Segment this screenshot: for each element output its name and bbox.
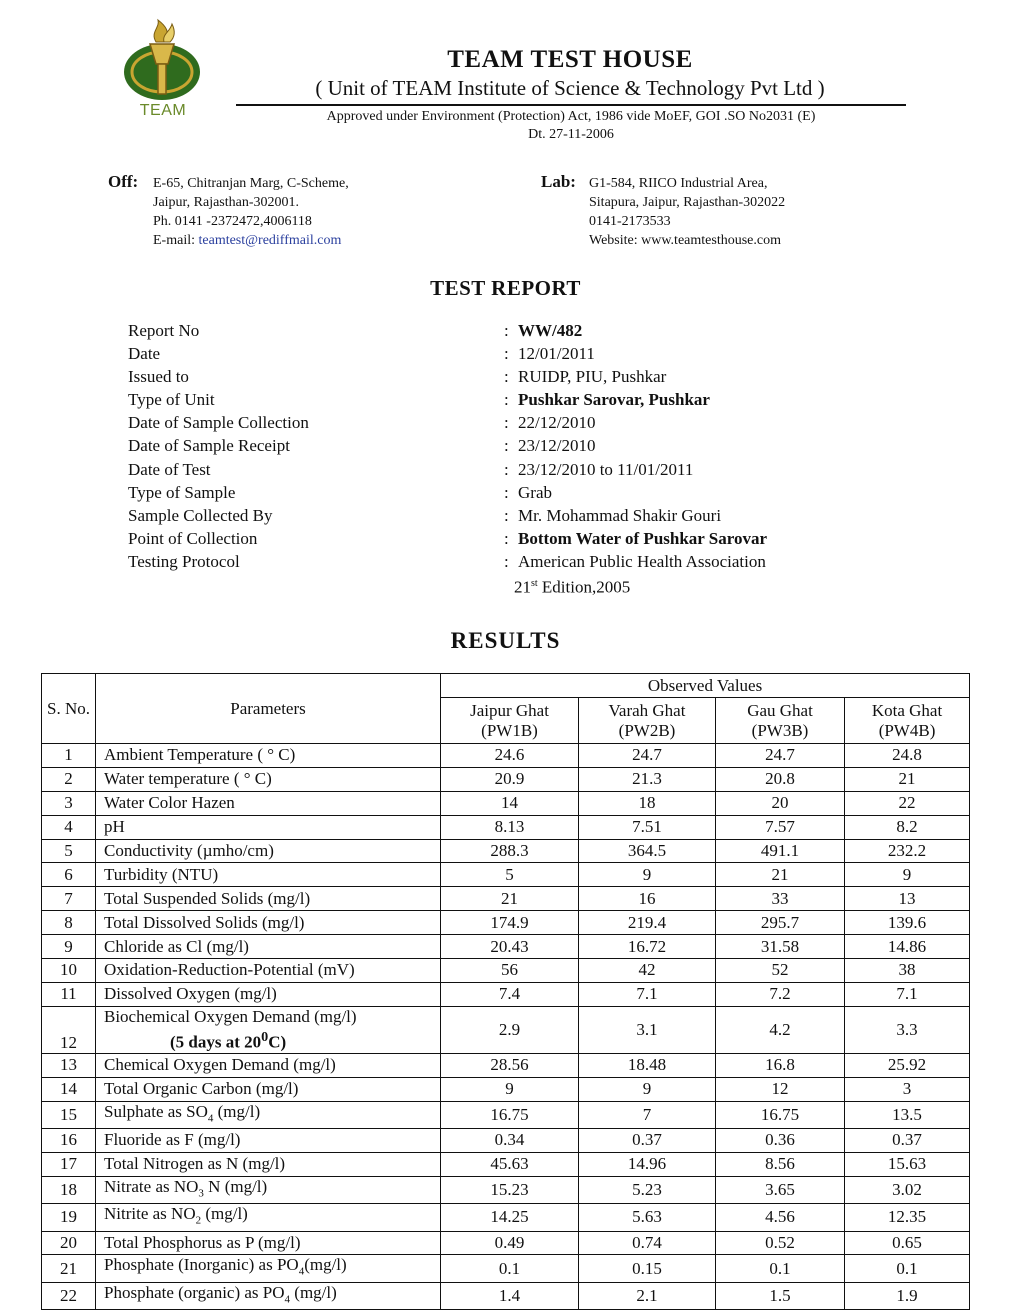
row-value: 174.9: [441, 911, 579, 935]
row-value: 288.3: [441, 839, 579, 863]
row-value: 21: [716, 863, 845, 887]
param-text: Phosphate (Inorganic) as PO: [104, 1255, 299, 1275]
row-value: 3.3: [845, 1006, 970, 1053]
office-email-row: [153, 231, 349, 250]
site-code: (PW3B): [751, 720, 809, 740]
row-sno: 6: [42, 863, 96, 887]
site-code: (PW2B): [618, 720, 676, 740]
table-row: [42, 982, 970, 1006]
row-value: 20: [716, 791, 845, 815]
row-value: 0.1: [441, 1255, 579, 1282]
row-value: 21: [845, 767, 970, 791]
table-row: [42, 1077, 970, 1101]
office-line-1: E-65, Chitranjan Marg, C-Scheme,: [153, 176, 349, 191]
table-row: [42, 863, 970, 887]
row-value: 16.8: [716, 1053, 845, 1077]
row-value: 14: [441, 791, 579, 815]
info-value: 23/12/2010: [518, 436, 596, 456]
row-value: 7.4: [441, 982, 579, 1006]
results-title: RESULTS: [450, 628, 561, 653]
row-value: 7.1: [845, 982, 970, 1006]
param-text: Biochemical Oxygen Demand (mg/l): [104, 1006, 357, 1026]
row-param: Chemical Oxygen Demand (mg/l): [96, 1053, 441, 1077]
row-value: 7.1: [579, 982, 716, 1006]
table-row: [42, 935, 970, 959]
table-row: [42, 1231, 970, 1255]
site-name: Jaipur Ghat: [470, 700, 549, 720]
row-value: 28.56: [441, 1053, 579, 1077]
row-value: 18: [579, 791, 716, 815]
site-name: Kota Ghat: [871, 700, 943, 720]
row-sno: 11: [42, 982, 96, 1006]
row-value: 9: [579, 1077, 716, 1101]
row-value: 24.7: [716, 744, 845, 768]
col-param-header: Parameters: [96, 674, 441, 744]
param-text-line2: [104, 1027, 436, 1053]
row-param: [96, 1176, 441, 1203]
row-value: 0.1: [845, 1255, 970, 1282]
row-value: 52: [716, 959, 845, 983]
row-value: 24.8: [845, 744, 970, 768]
param-subscript: 3: [198, 1187, 204, 1200]
row-value: 13: [845, 887, 970, 911]
row-sno: 17: [42, 1152, 96, 1176]
row-param: [96, 1204, 441, 1231]
info-label: Type of Unit: [128, 390, 215, 410]
param-line2-tail: C): [268, 1032, 287, 1052]
info-value: Pushkar Sarovar, Pushkar: [518, 390, 710, 410]
row-value: 219.4: [579, 911, 716, 935]
row-value: 14.96: [579, 1152, 716, 1176]
row-value: 21: [441, 887, 579, 911]
row-value: 14.86: [845, 935, 970, 959]
info-label: Issued to: [128, 367, 189, 387]
row-value: 38: [845, 959, 970, 983]
row-value: 3.1: [579, 1006, 716, 1053]
row-value: 13.5: [845, 1101, 970, 1128]
results-table-body: [42, 744, 970, 1310]
info-value: 12/01/2011: [518, 344, 595, 364]
row-value: 2.9: [441, 1006, 579, 1053]
row-value: 3.65: [716, 1176, 845, 1203]
org-subtitle: ( Unit of TEAM Institute of Science & Technology Pvt Ltd ): [315, 76, 825, 100]
row-param: pH: [96, 815, 441, 839]
row-value: 45.63: [441, 1152, 579, 1176]
info-value: Mr. Mohammad Shakir Gouri: [518, 505, 722, 525]
row-value: 0.49: [441, 1231, 579, 1255]
row-value: 232.2: [845, 839, 970, 863]
row-value: 139.6: [845, 911, 970, 935]
info-label: Date of Test: [128, 459, 211, 479]
table-row: [42, 791, 970, 815]
approval-line-1: Approved under Environment (Protection) Act, 1986 vide MoEF, GOI .SO No2031 (E): [326, 109, 816, 124]
info-value: 22/12/2010: [518, 413, 596, 433]
row-value: 7: [579, 1101, 716, 1128]
row-value: 12: [716, 1077, 845, 1101]
lab-phone: 0141-2173533: [589, 214, 671, 229]
row-value: 0.36: [716, 1128, 845, 1152]
param-line2-sup: 0: [261, 1028, 269, 1045]
info-value: 23/12/2010 to 11/01/2011: [518, 459, 694, 479]
row-value: 9: [579, 863, 716, 887]
office-label: Off:: [108, 172, 139, 191]
lab-website: Website: www.teamtesthouse.com: [589, 233, 781, 248]
row-sno: 1: [42, 744, 96, 768]
param-subscript: 4: [207, 1111, 214, 1124]
edition-number: 21: [514, 577, 531, 597]
row-param: Total Suspended Solids (mg/l): [96, 887, 441, 911]
param-text: Nitrate as NO: [104, 1176, 199, 1196]
table-row: [42, 959, 970, 983]
row-value: 16.72: [579, 935, 716, 959]
row-value: 5.23: [579, 1176, 716, 1203]
row-sno: 10: [42, 959, 96, 983]
row-value: 3.02: [845, 1176, 970, 1203]
table-row: [42, 815, 970, 839]
param-tail: (mg/l): [304, 1255, 347, 1275]
info-value: WW/482: [518, 321, 583, 340]
info-label: Sample Collected By: [128, 505, 273, 525]
row-value: 9: [845, 863, 970, 887]
param-text: Nitrite as NO: [104, 1204, 196, 1224]
row-sno: 20: [42, 1231, 96, 1255]
row-param: Conductivity (µmho/cm): [96, 839, 441, 863]
row-value: 14.25: [441, 1204, 579, 1231]
row-value: 42: [579, 959, 716, 983]
table-row: [42, 1255, 970, 1282]
row-param: Dissolved Oxygen (mg/l): [96, 982, 441, 1006]
row-value: 20.43: [441, 935, 579, 959]
row-value: 5.63: [579, 1204, 716, 1231]
row-param: Total Dissolved Solids (mg/l): [96, 911, 441, 935]
info-value: Grab: [518, 482, 552, 502]
table-row: [42, 1101, 970, 1128]
row-value: 1.5: [716, 1282, 845, 1309]
header-divider: [236, 104, 906, 106]
param-text: Sulphate as SO: [104, 1101, 208, 1121]
row-param: Total Phosphorus as P (mg/l): [96, 1231, 441, 1255]
edition-text: Edition,2005: [537, 577, 631, 597]
param-tail: (mg/l): [290, 1282, 337, 1302]
row-sno: 7: [42, 887, 96, 911]
col-observed-header: Observed Values: [441, 674, 970, 698]
table-row: [42, 1053, 970, 1077]
row-value: 7.57: [716, 815, 845, 839]
row-value: 9: [441, 1077, 579, 1101]
row-value: 0.65: [845, 1231, 970, 1255]
row-param: Total Organic Carbon (mg/l): [96, 1077, 441, 1101]
lab-label: Lab:: [541, 172, 576, 191]
info-label: Testing Protocol: [128, 551, 240, 571]
param-line2-text: (5 days at 20: [170, 1032, 262, 1052]
info-label: Report No: [128, 321, 200, 340]
row-value: 15.63: [845, 1152, 970, 1176]
row-param: Oxidation-Reduction-Potential (mV): [96, 959, 441, 983]
param-tail: (mg/l): [213, 1101, 261, 1121]
site-name: Varah Ghat: [608, 700, 686, 720]
row-param: Water Color Hazen: [96, 791, 441, 815]
row-param: [96, 1282, 441, 1309]
email-label: E-mail:: [153, 233, 195, 248]
row-value: 12.35: [845, 1204, 970, 1231]
report-title: TEST REPORT: [430, 276, 581, 300]
row-value: 24.7: [579, 744, 716, 768]
row-value: 8.13: [441, 815, 579, 839]
row-value: 364.5: [579, 839, 716, 863]
row-value: 31.58: [716, 935, 845, 959]
row-param: Turbidity (NTU): [96, 863, 441, 887]
row-value: 16.75: [716, 1101, 845, 1128]
row-value: 0.1: [716, 1255, 845, 1282]
site-header: [579, 698, 716, 744]
approval-note: [236, 108, 906, 144]
row-value: 8.2: [845, 815, 970, 839]
email-link[interactable]: teamtest@rediffmail.com: [198, 233, 342, 248]
row-value: 1.4: [441, 1282, 579, 1309]
table-row: [42, 1204, 970, 1231]
table-row: [42, 1176, 970, 1203]
row-value: 24.6: [441, 744, 579, 768]
row-sno: 12: [42, 1006, 96, 1053]
param-tail: (mg/l): [201, 1204, 248, 1224]
row-value: 2.1: [579, 1282, 716, 1309]
info-value: Bottom Water of Pushkar Sarovar: [518, 528, 768, 548]
org-name: TEAM TEST HOUSE: [447, 46, 693, 73]
table-row: [42, 1282, 970, 1309]
table-row: [42, 887, 970, 911]
table-header-row: [42, 674, 970, 698]
row-sno: 2: [42, 767, 96, 791]
row-sno: 16: [42, 1128, 96, 1152]
table-row: [42, 1128, 970, 1152]
office-phone: Ph. 0141 -2372472,4006118: [153, 214, 312, 229]
row-param: [96, 1006, 441, 1053]
table-row: [42, 767, 970, 791]
param-tail: N (mg/l): [203, 1176, 268, 1196]
row-value: 0.37: [579, 1128, 716, 1152]
logo-text: TEAM: [139, 102, 187, 119]
row-value: 0.15: [579, 1255, 716, 1282]
col-sno-header: S. No.: [42, 674, 96, 744]
row-param: Water temperature ( ° C): [96, 767, 441, 791]
lab-line-1: G1-584, RIICO Industrial Area,: [589, 176, 768, 191]
site-name: Gau Ghat: [747, 700, 813, 720]
info-value: American Public Health Association: [518, 551, 766, 571]
param-subscript: 2: [195, 1214, 202, 1227]
row-value: 25.92: [845, 1053, 970, 1077]
row-value: 22: [845, 791, 970, 815]
edition-suffix: st: [531, 578, 538, 589]
row-value: 21.3: [579, 767, 716, 791]
param-subscript: 4: [298, 1265, 305, 1278]
row-param: [96, 1101, 441, 1128]
row-value: 3: [845, 1077, 970, 1101]
row-value: 7.2: [716, 982, 845, 1006]
row-sno: 4: [42, 815, 96, 839]
row-value: 33: [716, 887, 845, 911]
table-row: [42, 911, 970, 935]
row-sno: 19: [42, 1204, 96, 1231]
row-param: [96, 1255, 441, 1282]
lab-line-2: Sitapura, Jaipur, Rajasthan-302022: [589, 195, 786, 210]
office-line-2: Jaipur, Rajasthan-302001.: [153, 195, 300, 210]
param-subscript: 4: [284, 1293, 291, 1306]
table-row: [42, 1152, 970, 1176]
row-value: 5: [441, 863, 579, 887]
row-param: Ambient Temperature ( ° C): [96, 744, 441, 768]
row-sno: 21: [42, 1255, 96, 1282]
row-value: 8.56: [716, 1152, 845, 1176]
info-value: RUIDP, PIU, Pushkar: [518, 367, 667, 387]
row-value: 18.48: [579, 1053, 716, 1077]
row-value: 20.9: [441, 767, 579, 791]
row-sno: 3: [42, 791, 96, 815]
table-row: [42, 839, 970, 863]
row-value: 0.74: [579, 1231, 716, 1255]
info-label: Type of Sample: [128, 482, 236, 502]
row-value: 56: [441, 959, 579, 983]
torch-emblem-icon: [120, 14, 206, 106]
param-text: Phosphate (organic) as PO: [104, 1282, 285, 1302]
info-label: Date of Sample Collection: [128, 413, 309, 433]
row-value: 295.7: [716, 911, 845, 935]
row-param: Total Nitrogen as N (mg/l): [96, 1152, 441, 1176]
team-logo: [120, 14, 206, 126]
protocol-edition: [514, 572, 630, 599]
row-sno: 5: [42, 839, 96, 863]
site-code: (PW1B): [481, 720, 538, 740]
site-header: [845, 698, 970, 744]
row-value: 491.1: [716, 839, 845, 863]
site-code: (PW4B): [878, 720, 936, 740]
row-value: 4.56: [716, 1204, 845, 1231]
row-sno: 22: [42, 1282, 96, 1309]
row-value: 16: [579, 887, 716, 911]
row-value: 15.23: [441, 1176, 579, 1203]
results-table: [41, 673, 970, 1310]
info-label: Date of Sample Receipt: [128, 436, 290, 456]
row-value: 0.34: [441, 1128, 579, 1152]
row-param: Fluoride as F (mg/l): [96, 1128, 441, 1152]
row-value: 0.52: [716, 1231, 845, 1255]
row-sno: 15: [42, 1101, 96, 1128]
row-value: 1.9: [845, 1282, 970, 1309]
row-value: 16.75: [441, 1101, 579, 1128]
info-label: Point of Collection: [128, 528, 258, 548]
row-sno: 18: [42, 1176, 96, 1203]
row-sno: 9: [42, 935, 96, 959]
site-header: [441, 698, 579, 744]
row-value: 20.8: [716, 767, 845, 791]
row-sno: 13: [42, 1053, 96, 1077]
row-value: 7.51: [579, 815, 716, 839]
row-value: 4.2: [716, 1006, 845, 1053]
table-row: [42, 744, 970, 768]
row-param: Chloride as Cl (mg/l): [96, 935, 441, 959]
approval-line-2: Dt. 27-11-2006: [528, 127, 614, 142]
row-value: 0.37: [845, 1128, 970, 1152]
row-sno: 8: [42, 911, 96, 935]
site-header: [716, 698, 845, 744]
row-sno: 14: [42, 1077, 96, 1101]
table-row: [42, 1006, 970, 1053]
info-label: Date: [128, 344, 161, 364]
